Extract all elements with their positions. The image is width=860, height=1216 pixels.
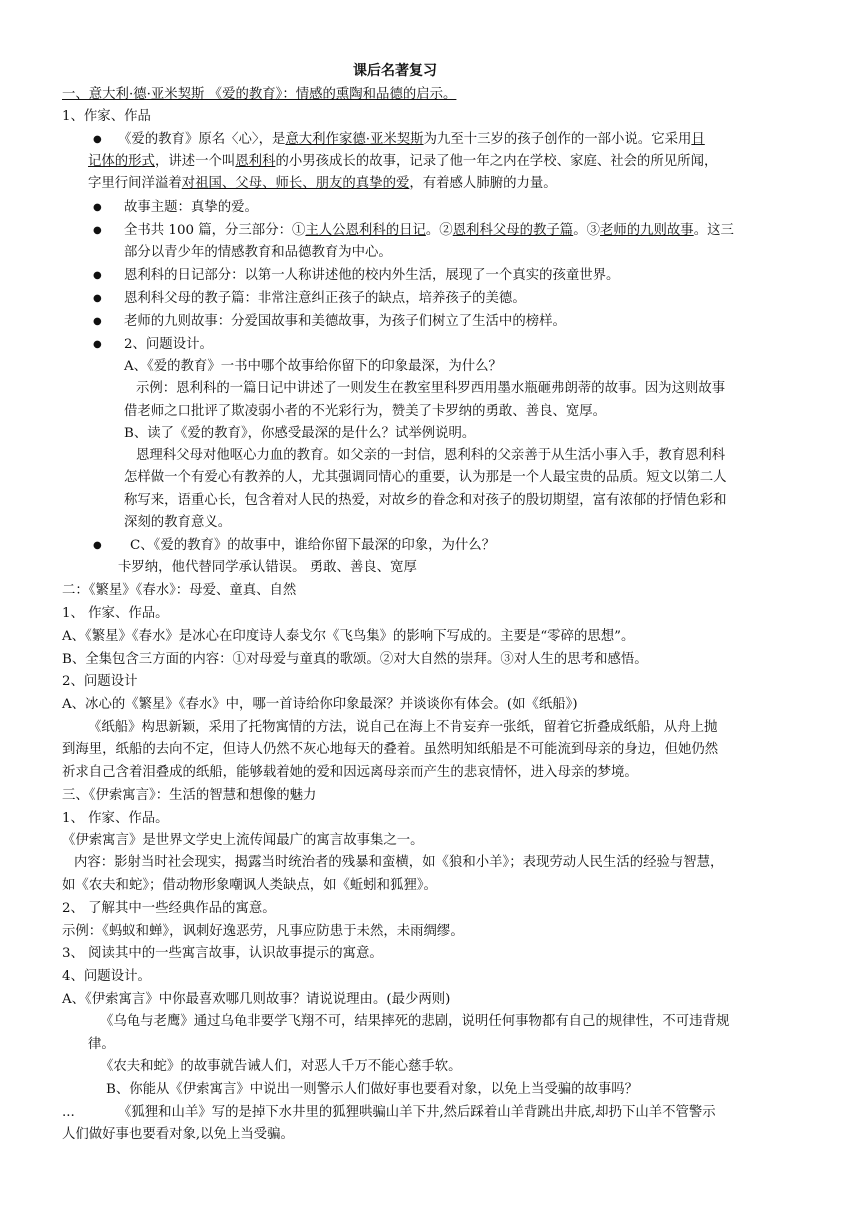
bullet-icon: ● <box>93 316 102 327</box>
s1-b1-line2: 记体的形式，讲述一个叫恩利科的小男孩成长的故事，记录了他一年之内在学校、家庭、社会的所见所闻， <box>88 154 718 169</box>
section-2-sub-1: 1、 作家、作品。 <box>62 606 169 621</box>
s1-answer-a-1: 示例：恩利科的一篇日记中讲述了一则发生在教室里科罗西用墨水瓶砸弗朗蒂的故事。因为这则故事 <box>136 381 726 396</box>
s1-answer-a-2: 借老师之口批评了欺凌弱小者的不光彩行为，赞美了卡罗纳的勇敢、善良、宽厚。 <box>124 404 607 419</box>
s3-line-1: 《伊索寓言》是世界文学史上流传闻最广的寓言故事集之一。 <box>62 833 424 848</box>
s2-b: B、全集包含三方面的内容：①对母爱与童真的歌颂。②对大自然的崇拜。③对人生的思考和感悟。 <box>62 652 648 667</box>
s3-dots: ... <box>62 1105 75 1120</box>
s3-answer-1a: 《乌龟与老鹰》通过乌龟非要学飞翔不可，结果摔死的悲剧，说明任何事物都有自己的规律性，不可违背规 <box>100 1014 730 1029</box>
s1-b1-line1: 《爱的教育》原名〈心〉，是意大利作家德·亚米契斯为九至十三岁的孩子创作的一部小说。它采用日 <box>118 132 705 147</box>
s2-para-2: 到海里，纸船的去向不定，但诗人仍然不灰心地每天的叠着。虽然明知纸船是不可能流到母亲的身边，但她仍然 <box>62 742 719 757</box>
s1-question-c: C、《爱的教育》的故事中，谁给你留下最深的印象，为什么？ <box>130 538 496 553</box>
s3-line-3: 如《农夫和蛇》；借动物形象嘲讽人类缺点，如《蚯蚓和狐狸》。 <box>62 878 437 893</box>
bullet-icon: ● <box>93 540 102 551</box>
section-3-heading: 三、《伊索寓言》：生活的智慧和想像的魅力 <box>62 788 317 803</box>
section-2-sub-2: 2、问题设计 <box>62 674 138 689</box>
s1-answer-b-3: 称写来，语重心长，包含着对人民的热爱，对故乡的眷念和对孩子的殷切期望，富有浓郁的抒情色彩和 <box>124 493 727 508</box>
bullet-icon: ● <box>93 270 102 281</box>
s2-question: A、冰心的《繁星》《春水》中，哪一首诗给你印象最深？并谈谈你有体会。(如《纸船》) <box>62 697 578 712</box>
section-1-sub-1: 1、作家、作品 <box>62 109 151 124</box>
s1-answer-b-1: 恩理科父母对他呕心力血的教育。如父亲的一封信，恩利科的父亲善于从生活小事入手，教育恩利科 <box>136 448 726 463</box>
s1-question-b: B、读了《爱的教育》，你感受最深的是什么？试举例说明。 <box>124 426 476 441</box>
s1-b7: 2、问题设计。 <box>124 337 213 352</box>
s3-question-2: B、你能从《伊索寓言》中说出一则警示人们做好事也要看对象，以免上当受骗的故事吗？ <box>106 1082 639 1097</box>
bullet-icon: ● <box>93 339 102 350</box>
s1-b6: 老师的九则故事：分爱国故事和美德故事，为孩子们树立了生活中的榜样。 <box>124 314 566 329</box>
section-2-heading: 二：《繁星》《春水》：母爱、童真、自然 <box>62 583 297 598</box>
section-3-sub-2: 2、 了解其中一些经典作品的寓意。 <box>62 901 276 916</box>
bullet-icon: ● <box>93 293 102 304</box>
page-title: 课后名著复习 <box>353 63 437 79</box>
s1-b1-line3: 字里行间洋溢着对祖国、父母、师长、朋友的真挚的爱，有着感人肺腑的力量。 <box>88 176 557 191</box>
bullet-icon: ● <box>93 202 102 213</box>
s3-answer-1b: 律。 <box>88 1037 115 1052</box>
bullet-icon: ● <box>93 134 102 145</box>
s1-b5: 恩利科父母的教子篇：非常注意纠正孩子的缺点，培养孩子的美德。 <box>124 291 526 306</box>
s1-question-a: A、《爱的教育》一书中哪个故事给你留下的印象最深，为什么？ <box>124 359 502 374</box>
s2-a: A、《繁星》《春水》是冰心在印度诗人泰戈尔《飞鸟集》的影响下写成的。主要是“零碎的思想”。 <box>62 629 635 644</box>
s2-para-1: 《纸船》构思新颖，采用了托物寓情的方法，说自己在海上不肯妄弃一张纸，留着它折叠成纸船，从舟上抛 <box>88 720 718 735</box>
s3-answer-2a: 《狐狸和山羊》写的是掉下水井里的狐狸哄骗山羊下井,然后踩着山羊背跳出井底,却扔下山羊不管警示 <box>118 1105 716 1120</box>
s3-answer-1c: 《农夫和蛇》的故事就告诫人们，对恶人千万不能心慈手软。 <box>100 1059 462 1074</box>
bullet-icon: ● <box>93 225 102 236</box>
s3-question-1: A、《伊索寓言》中你最喜欢哪几则故事？请说说理由。(最少两则) <box>62 992 451 1007</box>
s1-b3-line1: 全书共 100 篇，分三部分：①主人公恩利科的日记。②恩利科父母的教子篇。③老师的九则故事。这三 <box>124 223 734 238</box>
s1-b2: 故事主题：真挚的爱。 <box>124 200 258 215</box>
section-3-sub-1: 1、 作家、作品。 <box>62 811 169 826</box>
s1-b4: 恩利科的日记部分：以第一人称讲述他的校内外生活，展现了一个真实的孩童世界。 <box>124 268 620 283</box>
s1-b3-line2: 部分以青少年的情感教育和品德教育为中心。 <box>124 245 392 260</box>
section-3-sub-3: 3、 阅读其中的一些寓言故事，认识故事提示的寓意。 <box>62 946 383 961</box>
section-1-heading: 一、意大利·德·亚米契斯 《爱的教育》：情感的熏陶和品德的启示。 <box>62 87 457 102</box>
section-3-sub-4: 4、问题设计。 <box>62 969 151 984</box>
s3-line-2: 内容：影射当时社会现实，揭露当时统治者的残暴和蛮横，如《狼和小羊》；表现劳动人民生活的经验与智慧， <box>74 855 724 870</box>
s1-answer-c: 卡罗纳，他代替同学承认错误。 勇敢、善良、宽厚 <box>118 560 417 575</box>
s1-answer-b-4: 深刻的教育意义。 <box>124 515 232 530</box>
s3-line-4: 示例：《蚂蚁和蝉》，讽刺好逸恶劳，凡事应防患于未然，未雨绸缪。 <box>62 924 464 939</box>
s1-answer-b-2: 怎样做一个有爱心有教养的人，尤其强调同情心的重要，认为那是一个人最宝贵的品质。短文以第二人 <box>124 470 727 485</box>
s2-para-3: 祈求自己含着泪叠成的纸船，能够载着她的爱和因远离母亲而产生的悲哀情怀，进入母亲的梦境。 <box>62 765 638 780</box>
s3-answer-2b: 人们做好事也要看对象,以免上当受骗。 <box>62 1127 294 1142</box>
